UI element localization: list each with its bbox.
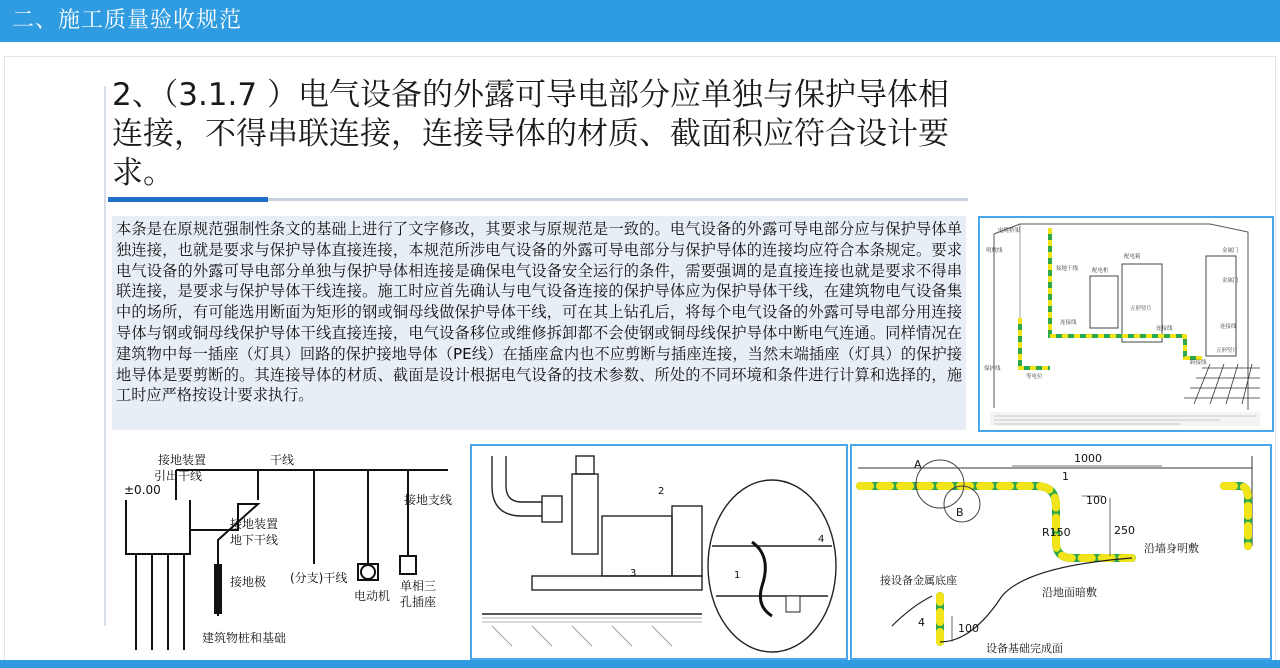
finished-floor-label: 设备基础完成面 [986, 642, 1063, 655]
room-label: 配电箱 [1124, 254, 1141, 260]
main-line-label: 干线 [270, 453, 295, 467]
branch-line-label: 接地支线 [404, 493, 453, 507]
title-rule-accent [108, 197, 268, 202]
room-label: 五形竖片 [1216, 348, 1239, 354]
underground-line-label: 地下干线 [230, 533, 279, 547]
room-grounding-figure [978, 216, 1274, 432]
room-label: 五形竖片 [1130, 306, 1153, 312]
to-base-label: 接设备金属底座 [880, 574, 957, 587]
room-label: 跨接线 [1190, 360, 1207, 366]
along-wall-label: 沿墙身明敷 [1144, 542, 1199, 555]
grounding-system-figure [118, 444, 464, 658]
room-label: 连接线 [1220, 324, 1237, 330]
dim-1000: 1000 [1074, 452, 1102, 465]
room-label: 配电柜 [1092, 268, 1109, 274]
clause-title: 2、（3.1.7 ）电气设备的外露可导电部分应单独与保护导体相连接，不得串联连接，连接导体的材质、截面积应符合设计要求。 [112, 77, 949, 191]
callout-3: 3 [630, 568, 637, 579]
ground-device-label: 接地装置 [158, 453, 207, 467]
dim-100b: 100 [958, 622, 979, 635]
room-label: 接地干线 [1056, 266, 1079, 272]
callout-4: 4 [918, 616, 925, 629]
level-label: ±0.00 [124, 483, 161, 497]
detail-b: B [956, 506, 964, 519]
socket-label: 单相三 [400, 579, 437, 593]
detail-a: A [914, 458, 922, 471]
motor-label: 电动机 [354, 589, 391, 603]
conductor-installation-figure [850, 444, 1272, 660]
dim-100: 100 [1086, 494, 1107, 507]
lead-out-label: 引出干线 [154, 469, 203, 483]
room-label: 连接线 [1060, 320, 1077, 326]
room-label: 明敷线 [986, 248, 1003, 254]
radius-label: R150 [1042, 526, 1071, 539]
left-divider [104, 86, 106, 626]
dim-250: 250 [1114, 524, 1135, 537]
section-title: 二、施工质量验收规范 [12, 8, 243, 33]
pump-bonding-figure [470, 444, 848, 660]
bottom-bar [0, 660, 1280, 668]
callout-1: 1 [734, 570, 741, 581]
room-label: 等电位 [1026, 374, 1043, 380]
callout-1: 1 [1062, 470, 1069, 483]
room-label: 连接线 [1156, 326, 1173, 332]
room-label: 金属门 [1222, 248, 1239, 254]
socket-label: 孔插座 [400, 595, 437, 609]
room-label: 电缆桥架 [998, 228, 1021, 234]
callout-2: 2 [658, 486, 665, 497]
foundation-label: 建筑物桩和基础 [202, 631, 287, 645]
underground-line-label: 接地装置 [230, 517, 279, 531]
electrode-label: 接地极 [230, 575, 267, 589]
explanation-text: 本条是在原规范强制性条文的基础上进行了文字修改，其要求与原规范是一致的。电气设备的外露可导电部分应与保护导体单独连接，也就是要求与保护导体直接连接，本规范所涉电气设备的外露可导电部分与保护导体的连接均应符合本条规定。要求电气设备的外露可导电部分单独与保护导体相连接是确保电气设备安全运行的条件，需要强调的是直接连接也就是要求不得串联连接，是要求与保护导体干线连接。施工时应首先确认与电气设备连接的保护导体应为保护导体干线，在建筑物电气设备集中的场所，有可能选用断面为矩形的钢或铜母线做保护导体干线，可在其上钻孔后，将每个电气设备的外露可导电部分用连接导体与钢或铜母线保护导体干线直接连接，电气设备移位或维修拆卸都不会使钢或铜母线保护导体中断电气连通。同样情况在建筑物中每一插座（灯具）回路的保护接地导体（PE线）在插座盒内也不应剪断与插座连接，当然末端插座（灯具）的保护接地导体是要剪断的。其连接导体的材质、截面是设计根据电气设备的技术参数、所处的不同环境和条件进行计算和选择的，施工时应严格按设计要求执行。 [116, 220, 962, 405]
sub-line-label: (分支)干线 [290, 571, 348, 585]
room-label: 金属门 [1222, 278, 1239, 284]
room-label: 保护线 [984, 366, 1001, 372]
callout-4: 4 [818, 534, 825, 545]
floor-hidden-label: 沿地面暗敷 [1042, 586, 1097, 599]
